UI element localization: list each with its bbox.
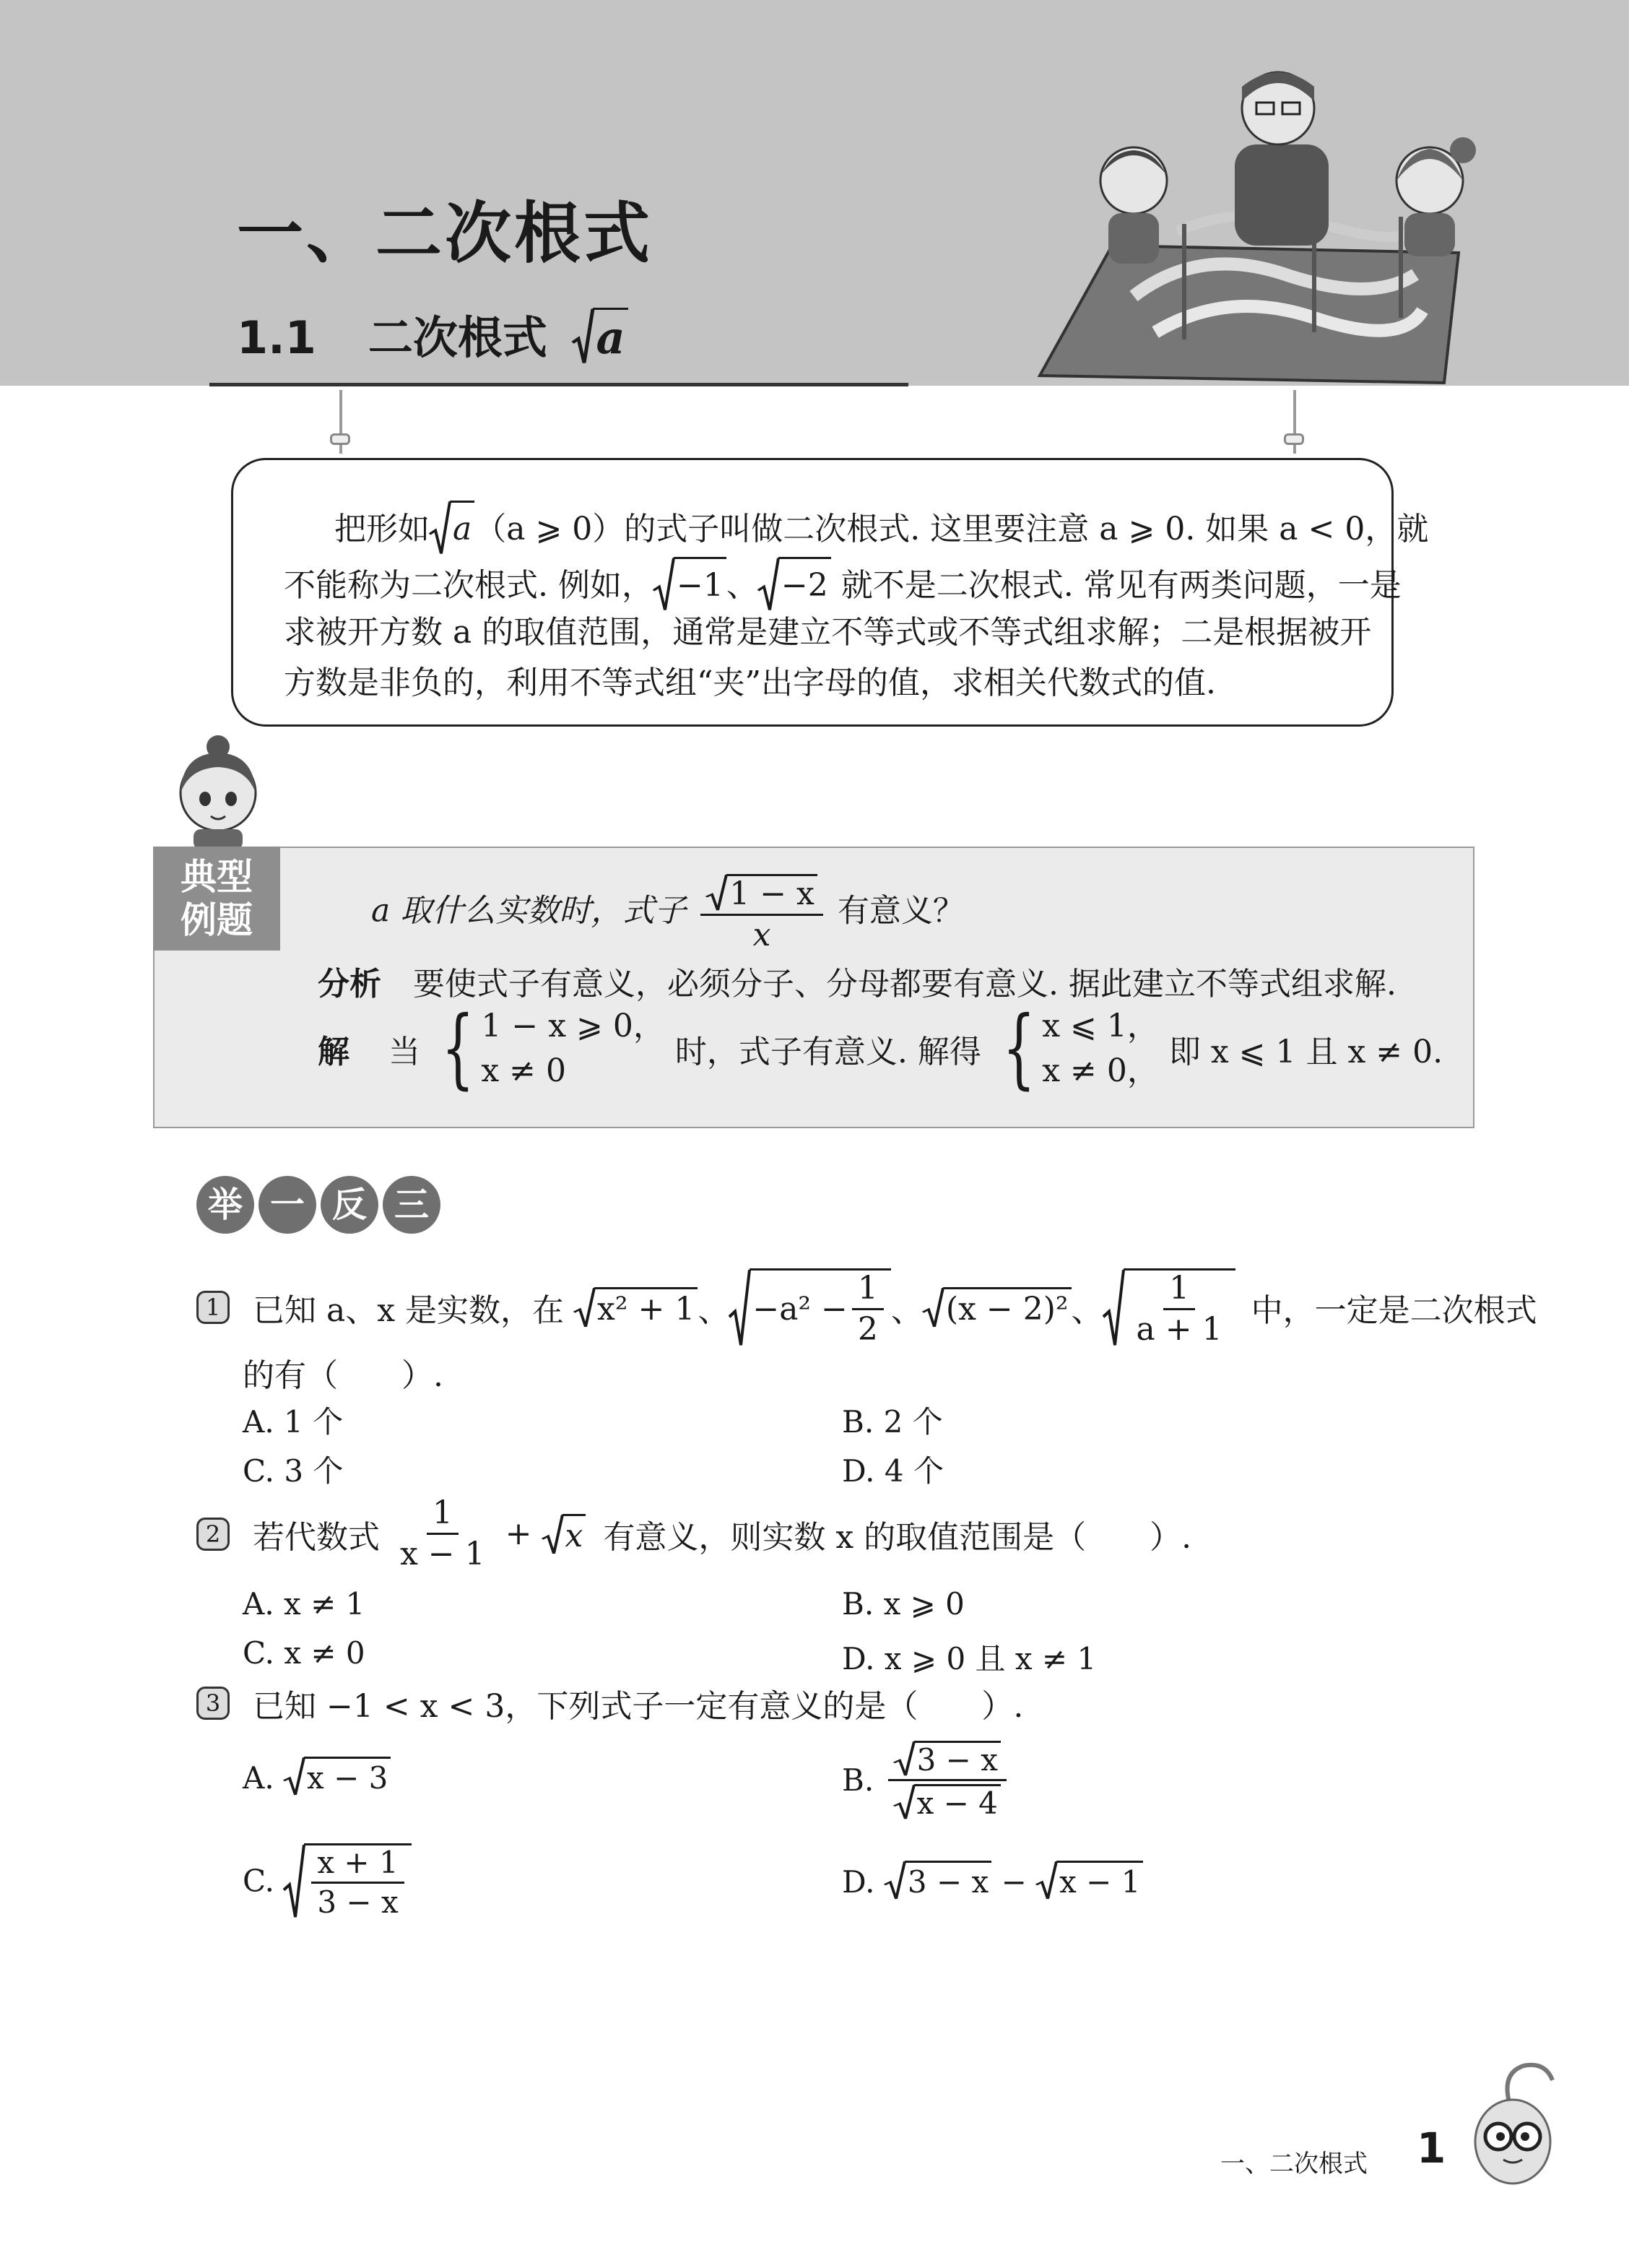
- intro-box: [231, 458, 1429, 727]
- q1-option-a[interactable]: A. 1 个: [243, 1404, 344, 1440]
- q2-sqrt-x: x: [542, 1514, 586, 1554]
- analysis-label: 分析: [318, 966, 381, 1003]
- practice-char-4: 三: [383, 1176, 440, 1234]
- question-1-number: 1: [196, 1291, 230, 1324]
- inequality-system-2: { x ⩽ 1， x ≠ 0，: [1002, 998, 1159, 1099]
- question-2-number: 2: [196, 1518, 230, 1551]
- question-2: 2 若代数式 $\frac{1}{x - 1}$ + x 有意义，则实数 x 的取值范围是（ ）.: [196, 1497, 1191, 1571]
- girl-mascot: [168, 730, 269, 849]
- example-question: a 取什么实数时，式子 $\frac{1 - x}{x}$ 有意义？: [371, 875, 965, 954]
- boy-head: [1100, 147, 1167, 214]
- q1-option-c[interactable]: C. 3 个: [243, 1453, 344, 1489]
- example-analysis: 分析 要使式子有意义，必须分子、分母都要有意义. 据此建立不等式组求解.: [318, 966, 1396, 1003]
- example-sqrt: 1 − x: [706, 874, 817, 911]
- q3-option-c[interactable]: C. $\frac{x + 1}{3 - x}$: [243, 1843, 412, 1918]
- q2-fraction: $\frac{1}{x - 1}$: [400, 1494, 485, 1573]
- section-sqrt: a: [573, 308, 627, 364]
- header-rule: [209, 383, 908, 386]
- q2-option-a[interactable]: A. x ≠ 1: [243, 1586, 365, 1622]
- practice-char-2: 一: [259, 1176, 316, 1234]
- hanger-left-knot: [330, 433, 350, 445]
- q3c-sqrt: $\frac{x + 1}{3 - x}$: [284, 1843, 411, 1918]
- question-3: 3 已知 −1 < x < 3，下列式子一定有意义的是（ ）.: [196, 1680, 1023, 1726]
- intro-line-2: 不能称为二次根式. 例如， −1、 −2 就不是二次根式. 常见有两类问题，一是: [284, 557, 1402, 611]
- example-box: [153, 847, 1474, 1128]
- example-tag: 典型 例题: [153, 847, 280, 951]
- q3b-fraction: $\frac{3 - x}{x - 4}$: [888, 1741, 1007, 1819]
- practice-char-1: 举: [196, 1176, 254, 1234]
- example-fraction: $\frac{1 - x}{x}$: [700, 874, 823, 952]
- sqrt-a: a: [430, 501, 474, 555]
- q3-option-a[interactable]: A. x − 3: [243, 1757, 391, 1796]
- q2-option-d[interactable]: D. x ⩾ 0 且 x ≠ 1: [842, 1641, 1097, 1676]
- solution-label: 解: [318, 1034, 349, 1070]
- q1-sqrt-2: −a² − $\frac{1}{2}$: [729, 1268, 891, 1346]
- q1-sqrt-3: (x − 2)²: [923, 1287, 1072, 1328]
- q3d-sqrt-1: 3 − x: [885, 1861, 991, 1900]
- question-1-continued: 的有（ ）.: [243, 1357, 443, 1394]
- example-solution: 解 当 { 1 − x ⩾ 0， x ≠ 0 时，式子有意义. 解得 { x ⩽ 1， x ≠ 0， 即 x ⩽ 1 且 x ≠ 0.: [318, 998, 1443, 1099]
- q3a-sqrt: x − 3: [284, 1757, 391, 1796]
- sqrt-neg1: −1: [653, 557, 726, 611]
- q3-option-d[interactable]: D. 3 − x − x − 1: [842, 1861, 1143, 1900]
- intro-line-1: 把形如 a（a ⩾ 0）的式子叫做二次根式. 这里要注意 a ⩾ 0. 如果 a < 0，就: [334, 501, 1428, 555]
- q1-sqrt-1: x² + 1: [574, 1287, 698, 1328]
- chapter-title: 一、二次根式: [237, 195, 653, 272]
- question-1: 1 已知 a、x 是实数，在 x² + 1、 −a² − $\frac{1}{2}$ 、 (x − 2)²、 $\frac{1}{a + 1}$ 中，一定是二次根式: [196, 1268, 1537, 1346]
- q1-sqrt-4: $\frac{1}{a + 1}$: [1103, 1268, 1235, 1346]
- page-number: 1: [1417, 2124, 1446, 2173]
- intro-line-3: 求被开方数 a 的取值范围，通常是建立不等式或不等式组求解；二是根据被开: [284, 614, 1372, 651]
- inequality-system-1: { 1 − x ⩾ 0， x ≠ 0: [441, 998, 665, 1099]
- q2-option-c[interactable]: C. x ≠ 0: [243, 1635, 365, 1671]
- section-name: 二次根式: [368, 311, 547, 364]
- q3-option-b[interactable]: B. $\frac{3 - x}{x - 4}$: [842, 1741, 1011, 1819]
- q1-option-d[interactable]: D. 4 个: [842, 1453, 944, 1489]
- sqrt-neg2: −2: [758, 557, 831, 611]
- intro-line-4: 方数是非负的，利用不等式组“夹”出字母的值，求相关代数式的值.: [284, 665, 1216, 701]
- q1-option-b[interactable]: B. 2 个: [842, 1404, 943, 1440]
- mascot-glasses-icon: [1459, 2059, 1567, 2189]
- hanger-right-knot: [1284, 433, 1304, 445]
- footer-chapter: 一、二次根式: [1220, 2150, 1368, 2178]
- q2-option-b[interactable]: B. x ⩾ 0: [842, 1586, 965, 1622]
- teacher-body: [1235, 144, 1329, 246]
- q3d-sqrt-2: x − 1: [1036, 1861, 1143, 1900]
- section-title: [237, 302, 628, 366]
- practice-char-3: 反: [321, 1176, 378, 1234]
- teacher-students-illustration: [1011, 58, 1480, 390]
- section-number: 1.1: [237, 311, 316, 364]
- question-3-number: 3: [196, 1687, 230, 1720]
